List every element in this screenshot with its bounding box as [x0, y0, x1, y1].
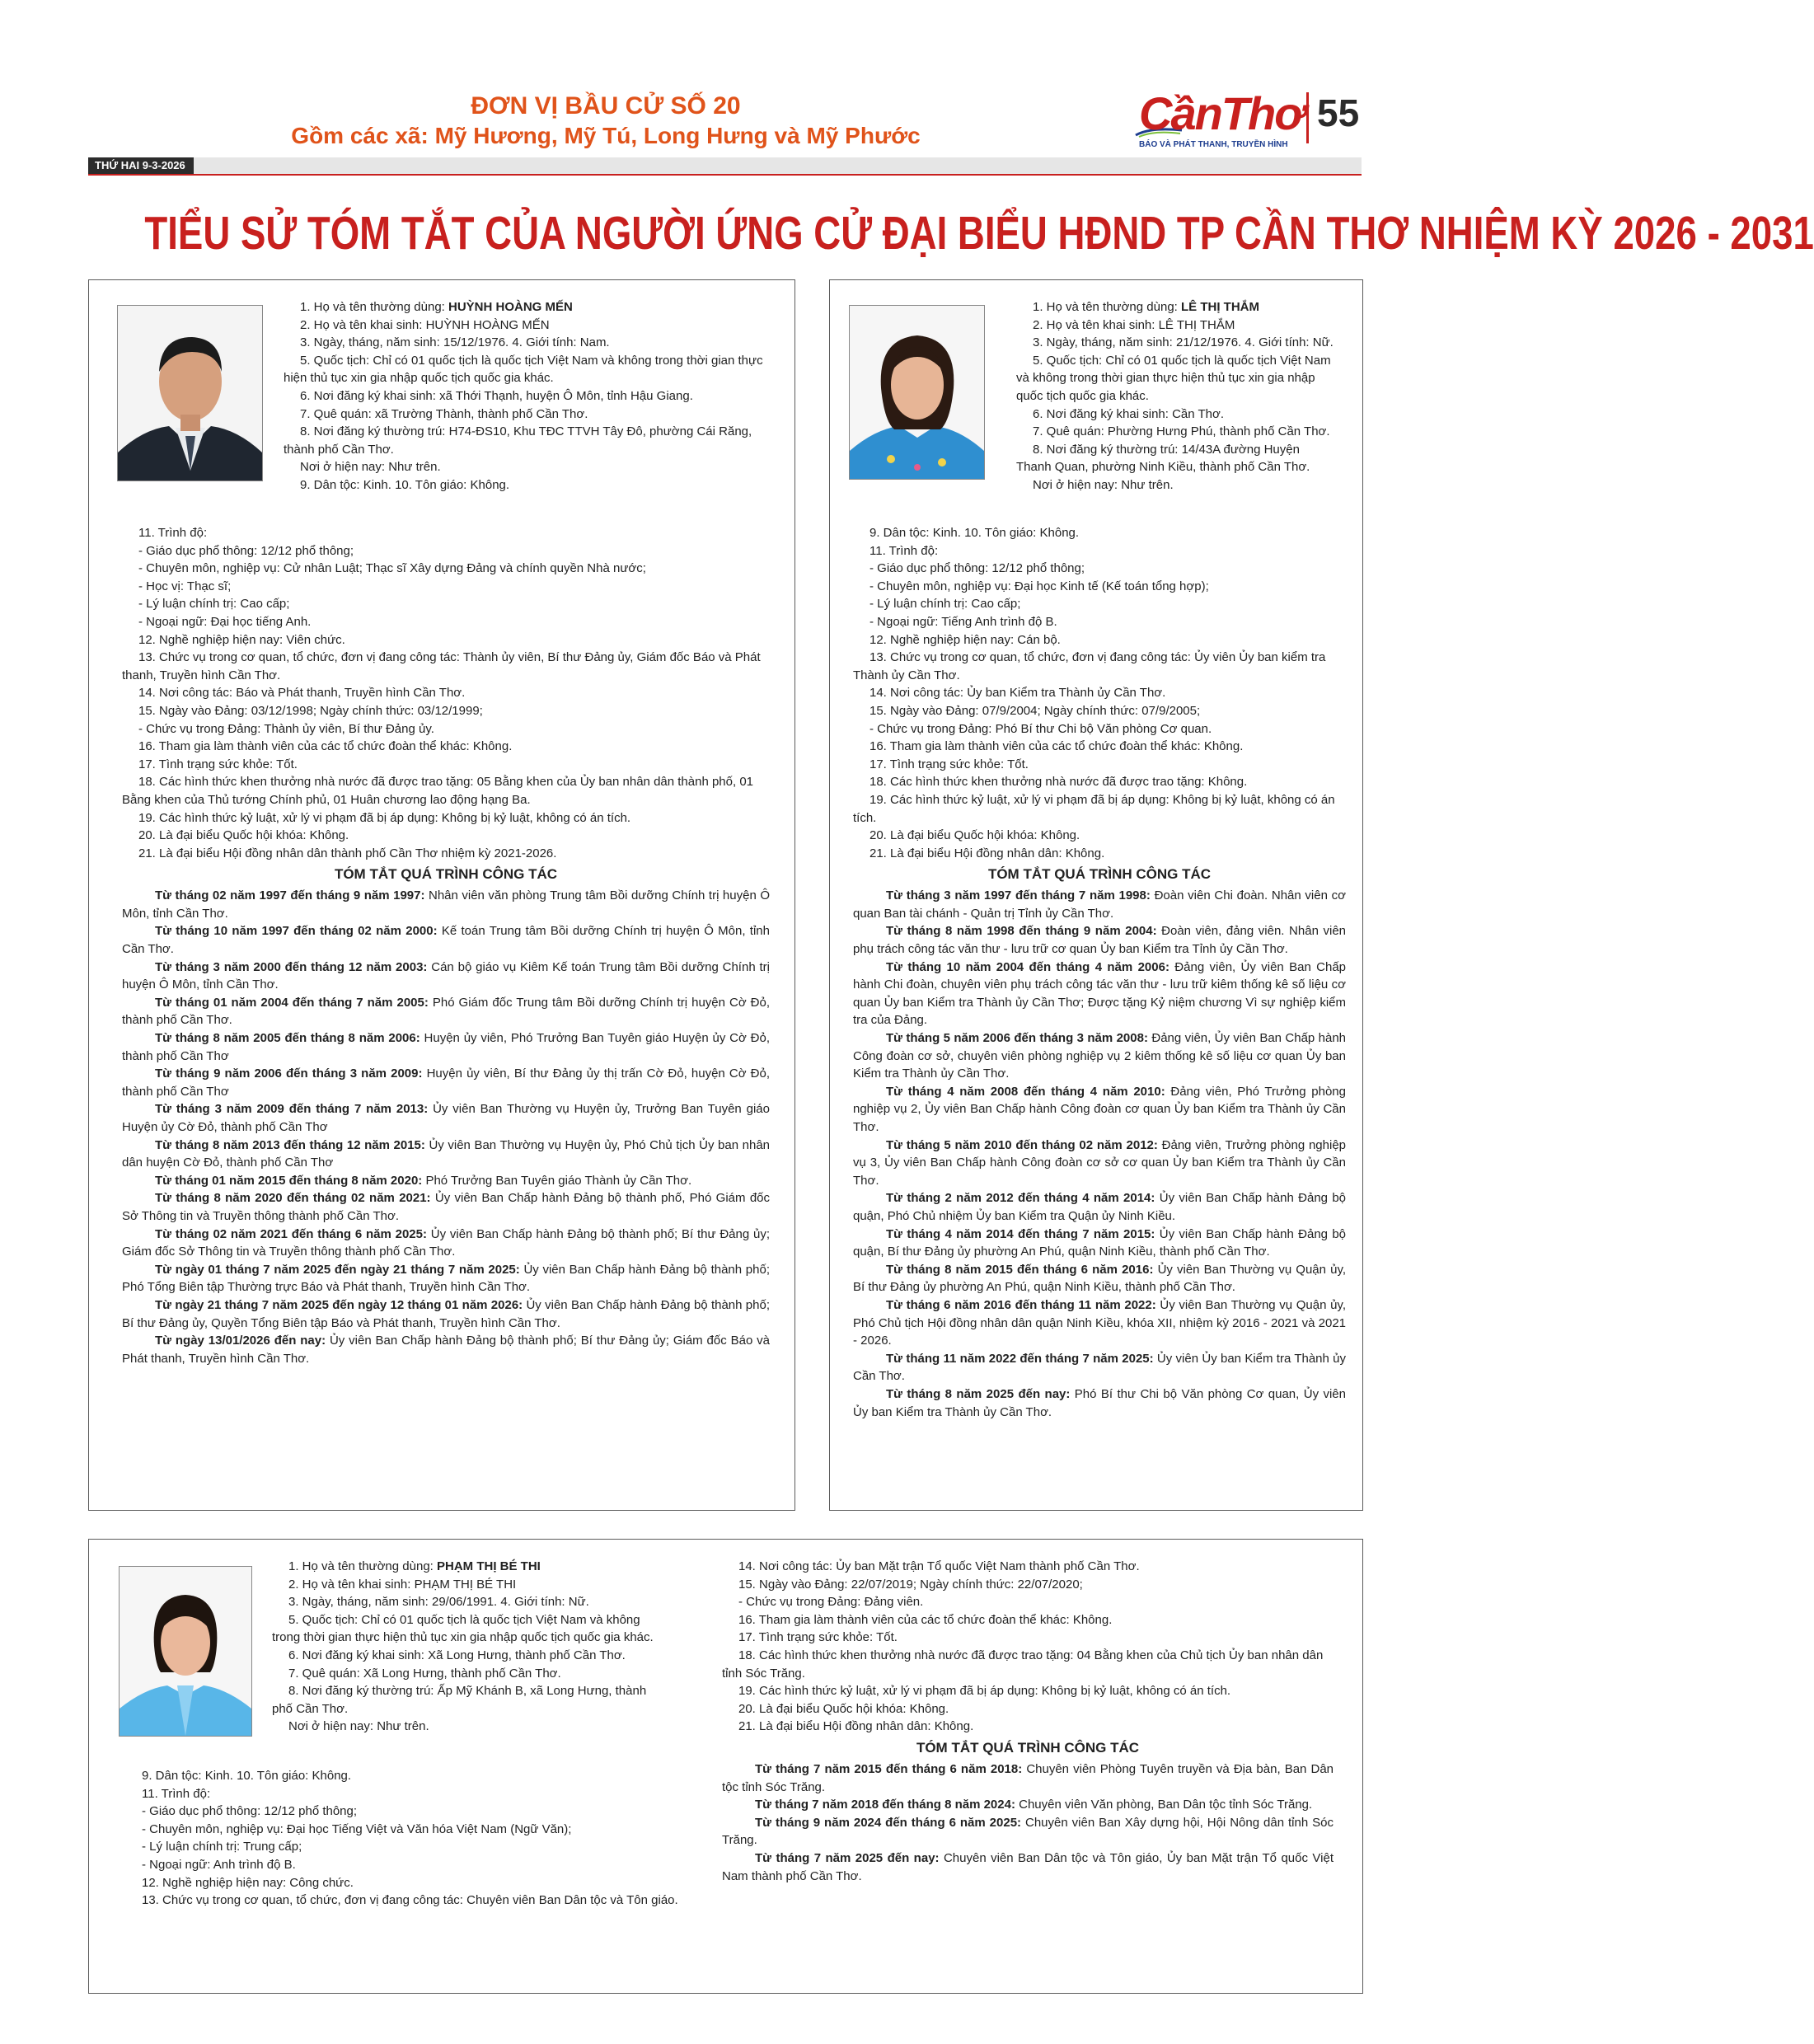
work-history-item: Từ tháng 8 năm 2013 đến tháng 12 năm 2015: Ủy viên Ban Thường vụ Huyện ủy, Phó Chủ tịch Ủy ban nhân dân huyện Cờ Đỏ, thành phố Cần Thơ: [122, 1137, 771, 1170]
bio-item: 20. Là đại biểu Quốc hội khóa: Không.: [870, 828, 1080, 843]
bio-item: 20. Là đại biểu Quốc hội khóa: Không.: [138, 828, 349, 843]
bio-item: 21. Là đại biểu Hội đồng nhân dân: Không.: [738, 1719, 974, 1734]
bio-item: - Chuyên môn, nghiệp vụ: Đại học Tiếng Việt và Văn hóa Việt Nam (Ngữ Văn);: [142, 1821, 572, 1836]
logo-wordmark: CầnThơ: [1139, 87, 1304, 139]
bio-item: 17. Tình trạng sức khỏe: Tốt.: [138, 757, 298, 771]
bio-item: - Chức vụ trong Đảng: Phó Bí thư Chi bộ Văn phòng Cơ quan.: [870, 721, 1212, 736]
bio-item: 7. Quê quán: Phường Hưng Phú, thành phố Cần Thơ.: [1033, 424, 1330, 439]
bio-item: Nơi ở hiện nay: Như trên.: [288, 1719, 429, 1734]
bio-item: 7. Quê quán: xã Trường Thành, thành phố Cần Thơ.: [300, 406, 588, 421]
work-history-item: Từ tháng 9 năm 2024 đến tháng 6 năm 2025: Chuyên viên Ban Xây dựng hội, Hội Nông dân tỉnh Sóc Trăng.: [722, 1815, 1334, 1848]
bio-item: 21. Là đại biểu Hội đồng nhân dân thành phố Cần Thơ nhiệm kỳ 2021-2026.: [138, 846, 557, 860]
bio-item: 16. Tham gia làm thành viên của các tổ chức đoàn thể khác: Không.: [870, 739, 1244, 754]
bio-item: - Ngoại ngữ: Đại học tiếng Anh.: [138, 614, 312, 629]
bio-item: 16. Tham gia làm thành viên của các tổ chức đoàn thể khác: Không.: [738, 1612, 1113, 1627]
bio-item: 8. Nơi đăng ký thường trú: H74-ĐS10, Khu TĐC TTVH Tây Đô, phường Cái Răng, thành phố Cần Thơ.: [284, 424, 752, 457]
bio-item: 6. Nơi đăng ký khai sinh: Cần Thơ.: [1033, 406, 1225, 421]
bio-item: 13. Chức vụ trong cơ quan, tổ chức, đơn vị đang công tác: Thành ủy viên, Bí thư Đảng ủy, Giám đốc Báo và Phát thanh, Truyền hình Cần Thơ.: [122, 650, 761, 682]
candidate-1-top-details: [89, 298, 795, 495]
bio-item: 12. Nghề nghiệp hiện nay: Công chức.: [142, 1875, 354, 1890]
bio-item: 19. Các hình thức kỷ luật, xử lý vi phạm đã bị áp dụng: Không bị kỷ luật, không có án tích.: [853, 792, 1335, 825]
bio-item: - Lý luận chính trị: Trung cấp;: [142, 1840, 302, 1854]
candidate-card-1: [88, 279, 795, 1511]
bio-item: Nơi ở hiện nay: Như trên.: [300, 460, 441, 475]
page-title: TIỂU SỬ TÓM TẮT CỦA NGƯỜI ỨNG CỬ ĐẠI BIỂU HĐND TP CẦN THƠ NHIỆM KỲ 2026 - 2031: [144, 207, 1814, 260]
candidate-card-3: [88, 1539, 1363, 1994]
candidate-2-details: [853, 524, 1346, 1421]
candidate-3-right-details: [722, 1558, 1334, 1885]
bio-item: 17. Tình trạng sức khỏe: Tốt.: [738, 1630, 898, 1645]
work-history-item: Từ tháng 8 năm 1998 đến tháng 9 năm 2004: Đoàn viên, đảng viên. Nhân viên phụ trách công tác văn thư - lưu trữ cơ quan Ủy ban Kiểm tra Tỉnh ủy Cần Thơ.: [853, 924, 1346, 957]
bio-item: - Ngoại ngữ: Tiếng Anh trình độ B.: [870, 614, 1057, 629]
bio-item: - Học vị: Thạc sĩ;: [138, 579, 232, 593]
work-history-item: Từ tháng 4 năm 2014 đến tháng 7 năm 2015: Ủy viên Ban Chấp hành Đảng bộ quận, Bí thư Đảng ủy phường An Phú, quận Ninh Kiều, thành phố Cần Thơ.: [853, 1226, 1347, 1259]
work-history-item: Từ tháng 9 năm 2006 đến tháng 3 năm 2009: Huyện ủy viên, Bí thư Đảng ủy thị trấn Cờ Đỏ, huyện Cờ Đỏ, thành phố Cần Thơ: [122, 1067, 770, 1099]
bio-item: 5. Quốc tịch: Chỉ có 01 quốc tịch là quốc tịch Việt Nam và không trong thời gian thực hiện thủ tục xin gia nhập quốc tịch quốc gia khác.: [272, 1612, 654, 1645]
bio-item: 11. Trình độ:: [138, 526, 208, 540]
candidate-3-top-details: [89, 1558, 676, 1736]
bio-item: 11. Trình độ:: [142, 1786, 211, 1801]
bio-item: 12. Nghề nghiệp hiện nay: Cán bộ.: [870, 632, 1061, 647]
work-history-item: Từ tháng 8 năm 2025 đến nay: Phó Bí thư Chi bộ Văn phòng Cơ quan, Ủy viên Ủy ban Kiểm tra Thành ủy Cần Thơ.: [853, 1386, 1346, 1419]
work-history-item: Từ tháng 02 năm 2021 đến tháng 6 năm 2025: Ủy viên Ban Chấp hành Đảng bộ thành phố; Bí thư Đảng ủy; Giám đốc Sở Thông tin và Truyền thông thành phố Cần Thơ.: [122, 1226, 771, 1259]
bio-item: 5. Quốc tịch: Chỉ có 01 quốc tịch là quốc tịch Việt Nam và không trong thời gian thực hiện thủ tục xin gia nhập quốc tịch quốc gia khác.: [1016, 353, 1331, 403]
bio-item: 1. Họ và tên thường dùng: HUỲNH HOÀNG MẾN: [300, 300, 573, 314]
bio-item: 18. Các hình thức khen thưởng nhà nước đã được trao tặng: 05 Bằng khen của Ủy ban nhân dân thành phố, 01 Bằng khen của Thủ tướng Chính phủ, 01 Huân chương lao động hạng Ba.: [122, 775, 754, 807]
issue-date: THỨ HAI 9-3-2026: [88, 157, 194, 174]
bio-item: - Chức vụ trong Đảng: Thành ủy viên, Bí thư Đảng ủy.: [138, 721, 434, 736]
bio-item: - Giáo dục phổ thông: 12/12 phổ thông;: [142, 1804, 358, 1819]
bio-item: 18. Các hình thức khen thưởng nhà nước đã được trao tặng: Không.: [870, 775, 1248, 790]
bio-item: 14. Nơi công tác: Báo và Phát thanh, Truyền hình Cần Thơ.: [138, 686, 466, 701]
bio-item: 20. Là đại biểu Quốc hội khóa: Không.: [738, 1701, 949, 1716]
bio-item: 21. Là đại biểu Hội đồng nhân dân: Không.: [870, 846, 1105, 860]
bio-item: - Lý luận chính trị: Cao cấp;: [870, 597, 1021, 612]
bio-item: - Ngoại ngữ: Anh trình độ B.: [142, 1857, 296, 1872]
page-number: 55: [1317, 91, 1360, 134]
work-history-item: Từ tháng 8 năm 2005 đến tháng 8 năm 2006: Huyện ủy viên, Phó Trưởng Ban Tuyên giáo Huyện ủy Cờ Đỏ, thành phố Cần Thơ: [122, 1031, 770, 1063]
communes-subheading: Gồm các xã: Mỹ Hương, Mỹ Tú, Long Hưng và Mỹ Phước: [291, 123, 921, 148]
work-history-item: Từ tháng 01 năm 2015 đến tháng 8 năm 2020: Phó Trưởng Ban Tuyên giáo Thành ủy Cần Thơ.: [155, 1173, 692, 1188]
page-number-divider: [1306, 92, 1309, 143]
bio-item: - Chức vụ trong Đảng: Đảng viên.: [738, 1595, 924, 1610]
bio-item: 13. Chức vụ trong cơ quan, tổ chức, đơn vị đang công tác: Ủy viên Ủy ban kiểm tra Thành ủy Cần Thơ.: [853, 650, 1326, 682]
work-history-title-3: TÓM TẮT QUÁ TRÌNH CÔNG TÁC: [916, 1739, 1140, 1756]
bio-item: 2. Họ và tên khai sinh: HUỲNH HOÀNG MẾN: [300, 317, 550, 332]
candidate-2-top-details: [830, 298, 1362, 495]
electoral-unit-heading: ĐƠN VỊ BẦU CỬ SỐ 20: [471, 92, 741, 120]
bio-item: 2. Họ và tên khai sinh: PHẠM THỊ BÉ THI: [288, 1577, 517, 1592]
bio-item: 9. Dân tộc: Kinh. 10. Tôn giáo: Không.: [300, 477, 510, 492]
work-history-item: Từ tháng 4 năm 2008 đến tháng 4 năm 2010: Đảng viên, Phó Trưởng phòng nghiệp vụ 2, Ủy viên Ban Chấp hành Công đoàn cơ quan Ủy ban Kiểm tra Thành ủy Cần Thơ.: [853, 1084, 1346, 1134]
candidate-card-2: [829, 279, 1363, 1511]
work-history-item: Từ tháng 10 năm 2004 đến tháng 4 năm 2006: Đảng viên, Ủy viên Ban Chấp hành Chi đoàn, chuyên viên phụ trách công tác văn thư - lưu trữ kiêm thống kê số liệu cơ quan Ủy ban Kiểm tra Thành ủy Cần Thơ; Được tặng Kỷ niệm chương Vì sự nghiệp kiểm tra của Đảng.: [853, 959, 1347, 1028]
work-history-item: Từ tháng 3 năm 2009 đến tháng 7 năm 2013: Ủy viên Ban Thường vụ Huyện ủy, Trưởng Ban Tuyên giáo Huyện ủy Cờ Đỏ, thành phố Cần Thơ: [122, 1102, 770, 1134]
work-history-item: Từ tháng 7 năm 2025 đến nay: Chuyên viên Ban Dân tộc và Tôn giáo, Ủy ban Mặt trận Tổ quốc Việt Nam thành phố Cần Thơ.: [722, 1850, 1334, 1883]
bio-item: 19. Các hình thức kỷ luật, xử lý vi phạm đã bị áp dụng: Không bị kỷ luật, không có án tích.: [138, 810, 631, 825]
logo-tagline: BÁO VÀ PHÁT THANH, TRUYỀN HÌNH: [1139, 140, 1288, 149]
work-history-item: Từ tháng 01 năm 2004 đến tháng 7 năm 2005: Phó Giám đốc Trung tâm Bồi dưỡng Chính trị huyện Cờ Đỏ, thành phố Cần Thơ.: [122, 995, 771, 1028]
work-history-item: Từ tháng 6 năm 2016 đến tháng 11 năm 2022: Ủy viên Ban Thường vụ Quận ủy, Phó Chủ tịch Hội đồng nhân dân quận Ninh Kiều, khóa XII, nhiệm kỳ 2016 - 2021 và 2021 - 2026.: [853, 1297, 1346, 1348]
bio-item: 16. Tham gia làm thành viên của các tổ chức đoàn thể khác: Không.: [138, 739, 513, 754]
bio-item: 9. Dân tộc: Kinh. 10. Tôn giáo: Không.: [870, 526, 1080, 540]
work-history-item: Từ tháng 3 năm 1997 đến tháng 7 năm 1998: Đoàn viên Chi đoàn. Nhân viên cơ quan Ban tài chánh - Quản trị Tỉnh ủy Cần Thơ.: [853, 888, 1347, 921]
bio-item: 3. Ngày, tháng, năm sinh: 21/12/1976. 4. Giới tính: Nữ.: [1033, 335, 1334, 350]
work-history-title-2: TÓM TẮT QUÁ TRÌNH CÔNG TÁC: [987, 866, 1212, 883]
candidate-1-details: [122, 524, 770, 1367]
bio-item: 9. Dân tộc: Kinh. 10. Tôn giáo: Không.: [142, 1769, 352, 1783]
bio-item: 11. Trình độ:: [870, 543, 939, 558]
bio-item: 8. Nơi đăng ký thường trú: 14/43A đường Huyện Thanh Quan, phường Ninh Kiều, thành phố Cần Thơ.: [1016, 442, 1310, 475]
candidate-3-details: [125, 1767, 686, 1910]
bio-item: 3. Ngày, tháng, năm sinh: 15/12/1976. 4. Giới tính: Nam.: [300, 335, 610, 350]
work-history-item: Từ tháng 10 năm 1997 đến tháng 02 năm 2000: Kế toán Trung tâm Bồi dưỡng Chính trị huyện Ô Môn, tỉnh Cần Thơ.: [122, 924, 770, 957]
bio-item: 2. Họ và tên khai sinh: LÊ THỊ THẮM: [1033, 317, 1235, 332]
work-history-item: Từ tháng 3 năm 2000 đến tháng 12 năm 2003: Cán bộ giáo vụ Kiêm Kế toán Trung tâm Bồi dưỡng Chính trị huyện Ô Môn, tỉnh Cần Thơ.: [122, 959, 770, 992]
work-history-item: Từ ngày 21 tháng 7 năm 2025 đến ngày 12 tháng 01 năm 2026: Ủy viên Ban Chấp hành Đảng bộ thành phố; Bí thư Đảng ủy, Quyền Tổng Biên tập Báo và Phát thanh, Truyền hình Cần Thơ.: [122, 1297, 770, 1330]
work-history-item: Từ tháng 02 năm 1997 đến tháng 9 năm 1997: Nhân viên văn phòng Trung tâm Bồi dưỡng Chính trị huyện Ô Môn, tỉnh Cần Thơ.: [122, 888, 770, 921]
work-history-item: Từ tháng 8 năm 2015 đến tháng 6 năm 2016: Ủy viên Ban Thường vụ Quận ủy, Bí thư Đảng ủy phường An Phú, quận Ninh Kiều, thành phố Cần Thơ.: [853, 1262, 1346, 1295]
work-history-item: Từ tháng 5 năm 2006 đến tháng 3 năm 2008: Đảng viên, Ủy viên Ban Chấp hành Công đoàn cơ sở, chuyên viên phòng nghiệp vụ 2 kiêm thống kê số liệu cơ quan Ủy ban Kiểm tra Thành ủy Cần Thơ.: [853, 1031, 1347, 1081]
bio-item: - Chuyên môn, nghiệp vụ: Cử nhân Luật; Thạc sĩ Xây dựng Đảng và chính quyền Nhà nước;: [138, 561, 646, 576]
bio-item: 7. Quê quán: Xã Long Hưng, thành phố Cần Thơ.: [288, 1666, 561, 1681]
bio-item: 13. Chức vụ trong cơ quan, tổ chức, đơn vị đang công tác: Chuyên viên Ban Dân tộc và Tôn giáo.: [142, 1893, 678, 1908]
bio-item: 14. Nơi công tác: Ủy ban Mặt trận Tổ quốc Việt Nam thành phố Cần Thơ.: [738, 1559, 1140, 1573]
bio-item: - Giáo dục phổ thông: 12/12 phổ thông;: [138, 543, 354, 558]
work-history-item: Từ tháng 7 năm 2018 đến tháng 8 năm 2024: Chuyên viên Văn phòng, Ban Dân tộc tỉnh Sóc Trăng.: [755, 1798, 1313, 1812]
bio-item: 1. Họ và tên thường dùng: PHẠM THỊ BÉ THI: [288, 1559, 541, 1573]
bio-item: 15. Ngày vào Đảng: 03/12/1998; Ngày chính thức: 03/12/1999;: [138, 703, 483, 718]
bio-item: 15. Ngày vào Đảng: 22/07/2019; Ngày chính thức: 22/07/2020;: [738, 1577, 1083, 1592]
bio-item: 17. Tình trạng sức khỏe: Tốt.: [870, 757, 1029, 771]
bio-item: 3. Ngày, tháng, năm sinh: 29/06/1991. 4. Giới tính: Nữ.: [288, 1595, 589, 1610]
date-strip: [88, 157, 1362, 176]
bio-item: 6. Nơi đăng ký khai sinh: Xã Long Hưng, thành phố Cần Thơ.: [288, 1648, 626, 1662]
newspaper-logo: [1134, 87, 1304, 157]
work-history-item: Từ ngày 01 tháng 7 năm 2025 đến ngày 21 tháng 7 năm 2025: Ủy viên Ban Chấp hành Đảng bộ thành phố; Phó Tổng Biên tập Thường trực Báo và Phát thanh, Truyền hình Cần Thơ.: [122, 1262, 770, 1295]
bio-item: 14. Nơi công tác: Ủy ban Kiểm tra Thành ủy Cần Thơ.: [870, 686, 1166, 701]
bio-item: 5. Quốc tịch: Chỉ có 01 quốc tịch là quốc tịch Việt Nam và không trong thời gian thực hiện thủ tục xin gia nhập quốc tịch quốc gia khác.: [284, 353, 763, 386]
work-history-item: Từ tháng 5 năm 2010 đến tháng 02 năm 2012: Đảng viên, Trưởng phòng nghiệp vụ 3, Ủy viên Ban Chấp hành Công đoàn cơ sở cơ quan Ủy ban Kiểm tra Thành ủy Cần Thơ.: [853, 1137, 1347, 1188]
work-history-item: Từ tháng 8 năm 2020 đến tháng 02 năm 2021: Ủy viên Ban Chấp hành Đảng bộ thành phố, Phó Giám đốc Sở Thông tin và Truyền thông thành phố Cần Thơ.: [122, 1191, 771, 1223]
bio-item: Nơi ở hiện nay: Như trên.: [1033, 477, 1174, 492]
bio-item: 1. Họ và tên thường dùng: LÊ THỊ THẮM: [1033, 300, 1259, 314]
bio-item: 6. Nơi đăng ký khai sinh: xã Thới Thạnh, huyện Ô Môn, tỉnh Hậu Giang.: [300, 388, 693, 403]
work-history-item: Từ tháng 7 năm 2015 đến tháng 6 năm 2018: Chuyên viên Phòng Tuyên truyền và Địa bàn, Ban Dân tộc tỉnh Sóc Trăng.: [722, 1761, 1334, 1794]
bio-item: - Lý luận chính trị: Cao cấp;: [138, 597, 290, 612]
work-history-title-1: TÓM TẮT QUÁ TRÌNH CÔNG TÁC: [334, 866, 558, 883]
bio-item: 19. Các hình thức kỷ luật, xử lý vi phạm đã bị áp dụng: Không bị kỷ luật, không có án tích.: [738, 1684, 1231, 1699]
bio-item: 12. Nghề nghiệp hiện nay: Viên chức.: [138, 632, 345, 647]
bio-item: - Chuyên môn, nghiệp vụ: Đại học Kinh tế (Kế toán tổng hợp);: [870, 579, 1209, 593]
work-history-item: Từ ngày 13/01/2026 đến nay: Ủy viên Ban Chấp hành Đảng bộ thành phố; Bí thư Đảng ủy; Giám đốc Báo và Phát thanh, Truyền hình Cần Thơ.: [122, 1334, 770, 1366]
bio-item: 18. Các hình thức khen thưởng nhà nước đã được trao tặng: 04 Bằng khen của Chủ tịch Ủy ban nhân dân tỉnh Sóc Trăng.: [722, 1648, 1324, 1681]
work-history-item: Từ tháng 11 năm 2022 đến tháng 7 năm 2025: Ủy viên Ủy ban Kiểm tra Thành ủy Cần Thơ.: [853, 1351, 1346, 1384]
work-history-item: Từ tháng 2 năm 2012 đến tháng 4 năm 2014: Ủy viên Ban Chấp hành Đảng bộ quận, Phó Chủ nhiệm Ủy ban Kiểm tra Quận ủy Ninh Kiều.: [853, 1191, 1347, 1223]
bio-item: - Giáo dục phổ thông: 12/12 phổ thông;: [870, 561, 1085, 576]
bio-item: 15. Ngày vào Đảng: 07/9/2004; Ngày chính thức: 07/9/2005;: [870, 703, 1201, 718]
bio-item: 8. Nơi đăng ký thường trú: Ấp Mỹ Khánh B, xã Long Hưng, thành phố Cần Thơ.: [272, 1684, 647, 1716]
